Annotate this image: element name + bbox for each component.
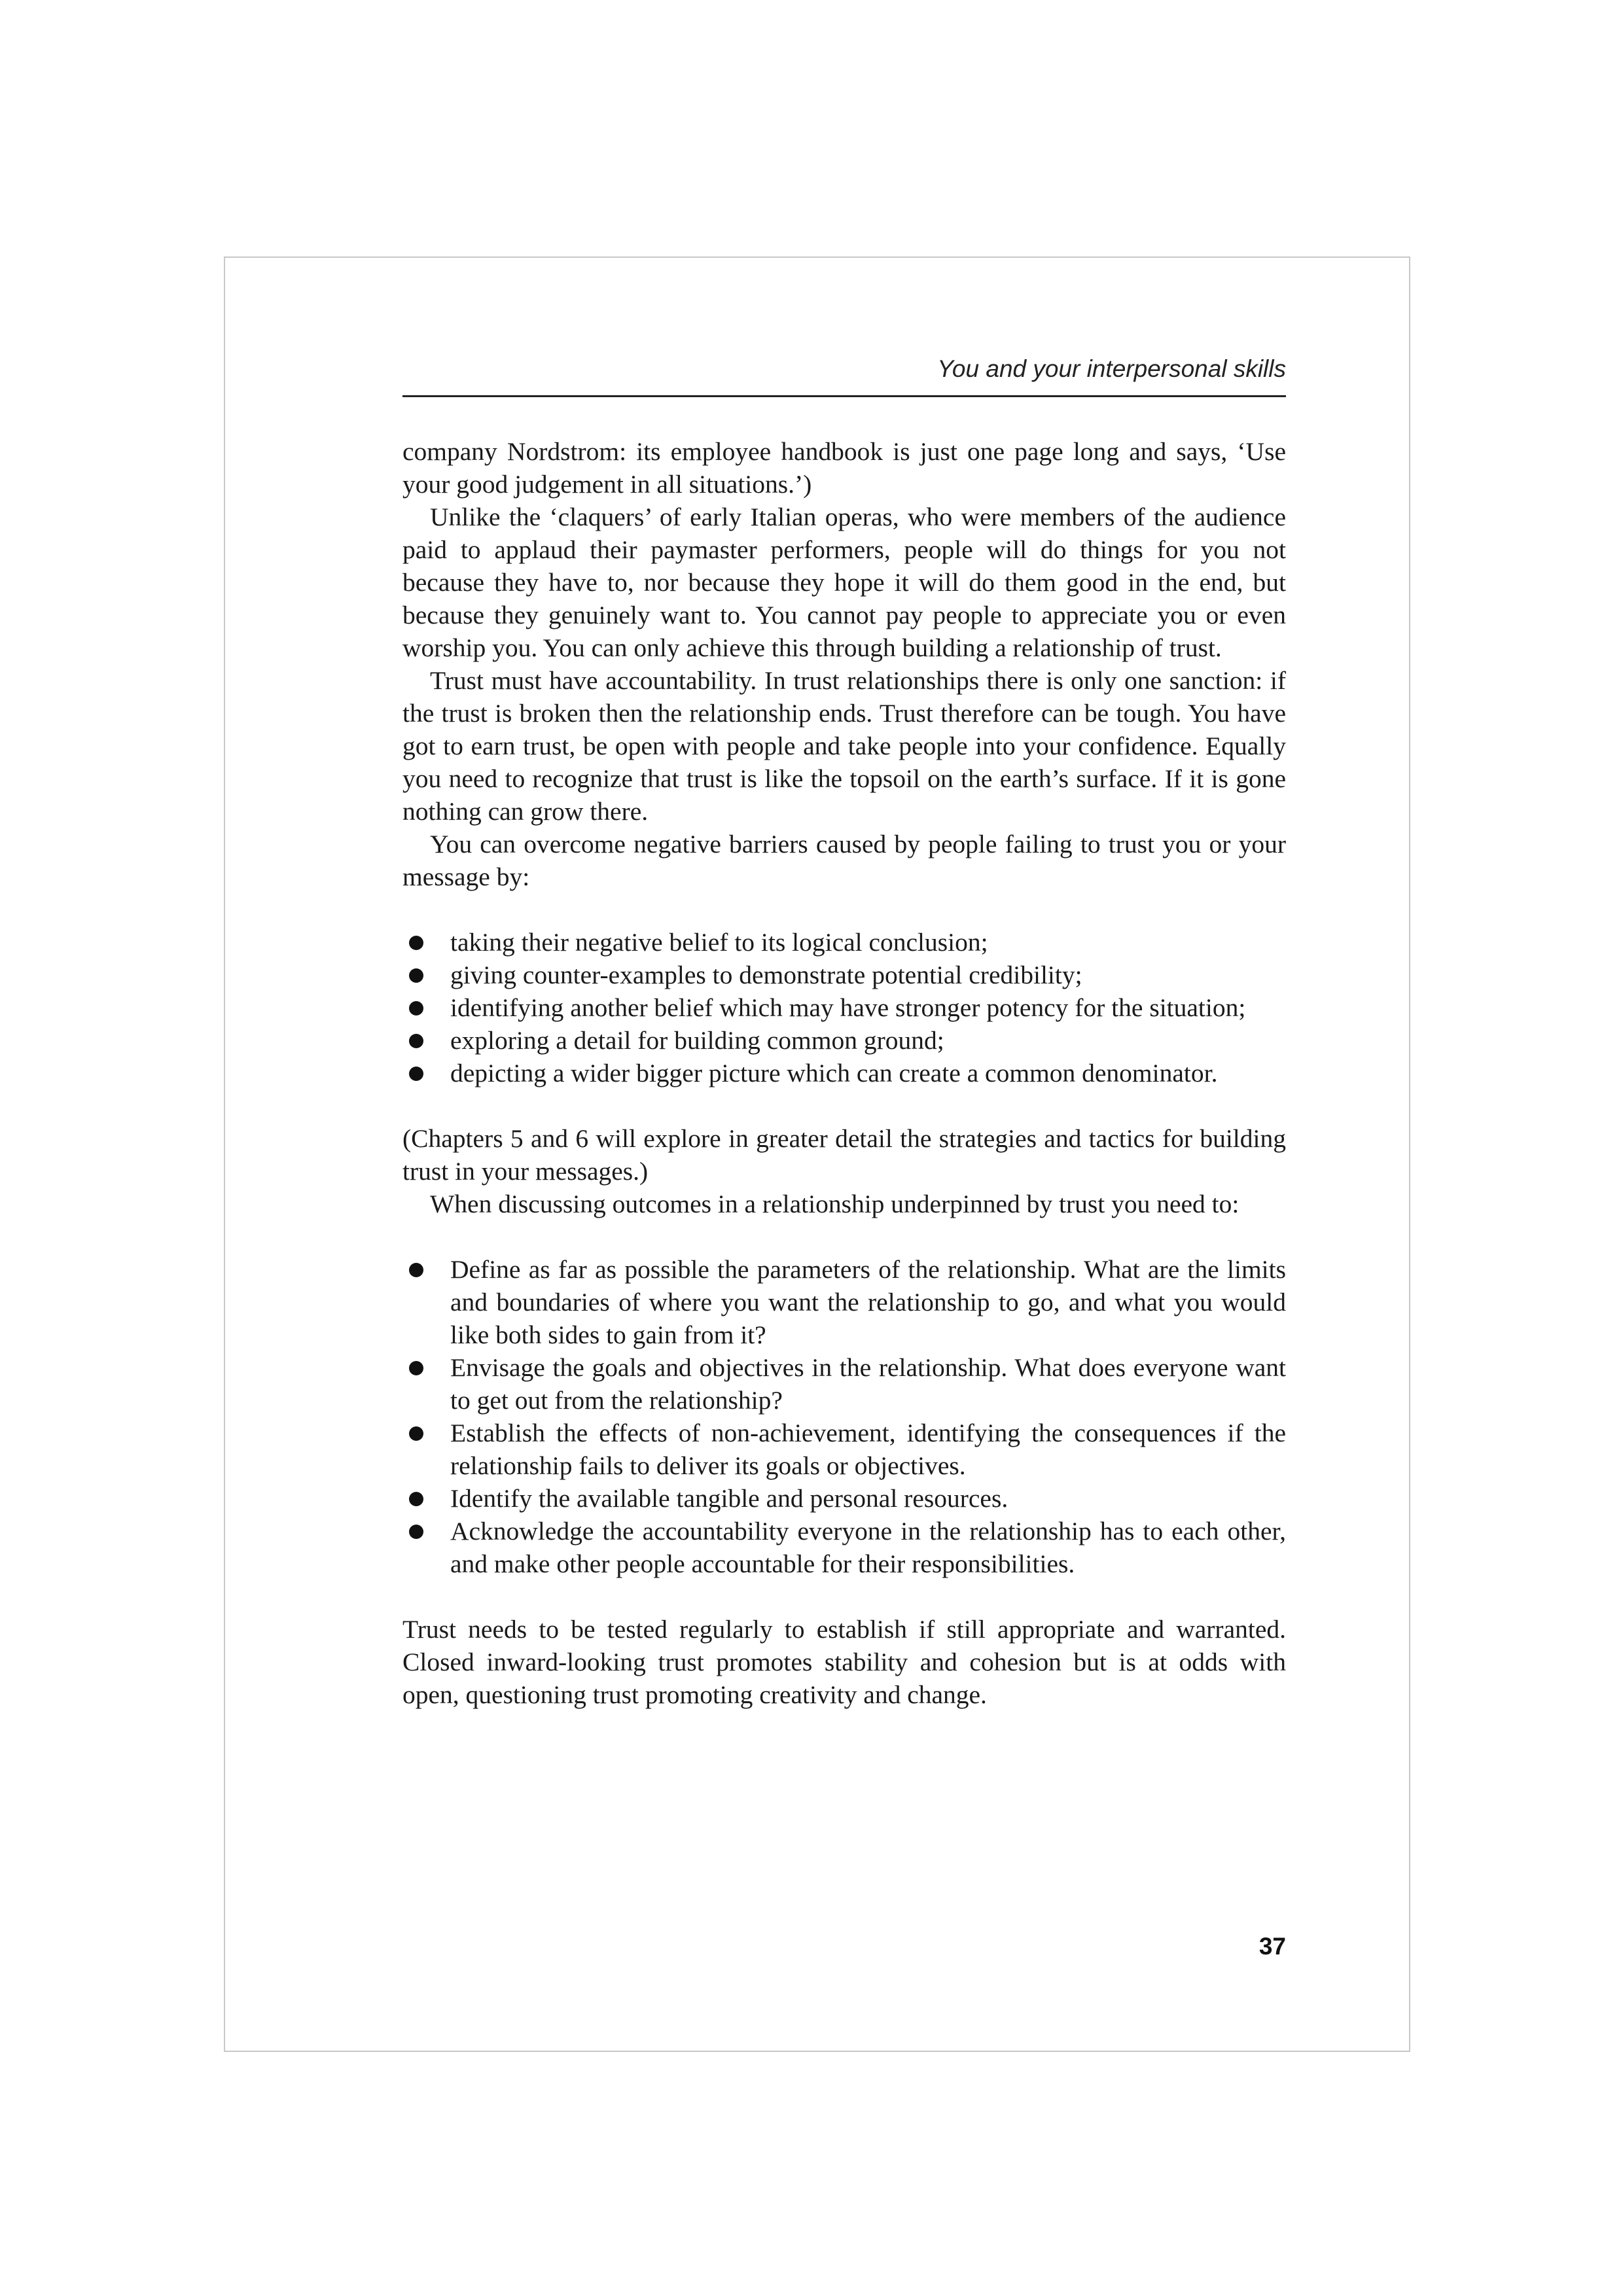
list-item bbox=[402, 959, 1286, 991]
list-item bbox=[402, 1417, 1286, 1482]
list-item bbox=[402, 1515, 1286, 1580]
list-item bbox=[402, 1482, 1286, 1515]
paragraph: Trust must have accountability. In trust relationships there is only one sanction: if the trust is broken then the relationship ends. Trust therefore can be tough. You have got to earn trust, be open with people and take people into your confidence. Equally you need to recognize that trust is like the topsoil on the earth’s surface. If it is gone nothing can grow there. bbox=[402, 666, 1286, 826]
bullet-icon bbox=[409, 1263, 423, 1277]
list-item-text: Define as far as possible the parameters of the relationship. What are the limits and boundaries of where you want the relationship to go, and what you would like both sides to gain from it? bbox=[450, 1255, 1286, 1349]
paragraph: When discussing outcomes in a relationship underpinned by trust you need to: bbox=[430, 1190, 1240, 1218]
paragraph: Trust needs to be tested regularly to establish if still appropriate and warranted. Closed inward-looking trust promotes stability and cohesion but is at odds with open, questioning trust promoting creativity and change. bbox=[402, 1615, 1286, 1709]
list-item bbox=[402, 1351, 1286, 1417]
body-text bbox=[402, 435, 1286, 1711]
bullet-icon bbox=[409, 1426, 423, 1441]
list-item-text: depicting a wider bigger picture which can create a common denominator. bbox=[450, 1059, 1218, 1087]
bullet-list-barriers bbox=[402, 926, 1286, 1089]
list-item-text: taking their negative belief to its logical conclusion; bbox=[450, 928, 988, 957]
bullet-icon bbox=[409, 1067, 423, 1081]
bullet-icon bbox=[409, 968, 423, 983]
bullet-icon bbox=[409, 1034, 423, 1048]
bullet-list-outcomes bbox=[402, 1253, 1286, 1580]
bullet-icon bbox=[409, 936, 423, 950]
bullet-icon bbox=[409, 1492, 423, 1506]
paragraph: (Chapters 5 and 6 will explore in greater detail the strategies and tactics for building trust in your messages.) bbox=[402, 1124, 1286, 1186]
paragraph: Unlike the ‘claquers’ of early Italian operas, who were members of the audience paid to applaud their paymaster performers, people will do things for you not because they have to, nor because they hope it will do them good in the end, but because they genuinely want to. You cannot pay people to appreciate you or even worship you. You can only achieve this through building a relationship of trust. bbox=[402, 503, 1286, 662]
paragraph: company Nordstrom: its employee handbook is just one page long and says, ‘Use your good judgement in all situations.’) bbox=[402, 437, 1286, 499]
list-item-text: Identify the available tangible and personal resources. bbox=[450, 1484, 1008, 1513]
page-number: 37 bbox=[1258, 1933, 1286, 1960]
list-item bbox=[402, 991, 1286, 1024]
list-item bbox=[402, 1024, 1286, 1057]
bullet-icon bbox=[409, 1525, 423, 1539]
list-item-text: Envisage the goals and objectives in the relationship. What does everyone want to get out from the relationship? bbox=[450, 1353, 1286, 1415]
list-item bbox=[402, 1253, 1286, 1351]
running-head: You and your interpersonal skills bbox=[937, 355, 1286, 382]
list-item-text: giving counter-examples to demonstrate potential credibility; bbox=[450, 961, 1082, 989]
list-item-text: Acknowledge the accountability everyone in the relationship has to each other, and make other people accountable for their responsibilities. bbox=[450, 1517, 1286, 1578]
list-item-text: identifying another belief which may have stronger potency for the situation; bbox=[450, 993, 1246, 1022]
header-rule bbox=[402, 395, 1286, 397]
list-item-text: exploring a detail for building common ground; bbox=[450, 1026, 944, 1055]
bullet-icon bbox=[409, 1001, 423, 1016]
list-item bbox=[402, 926, 1286, 959]
paragraph: You can overcome negative barriers caused by people failing to trust you or your message by: bbox=[402, 830, 1286, 891]
list-item bbox=[402, 1057, 1286, 1089]
list-item-text: Establish the effects of non-achievement, identifying the consequences if the relationship fails to deliver its goals or objectives. bbox=[450, 1419, 1286, 1480]
bullet-icon bbox=[409, 1361, 423, 1375]
